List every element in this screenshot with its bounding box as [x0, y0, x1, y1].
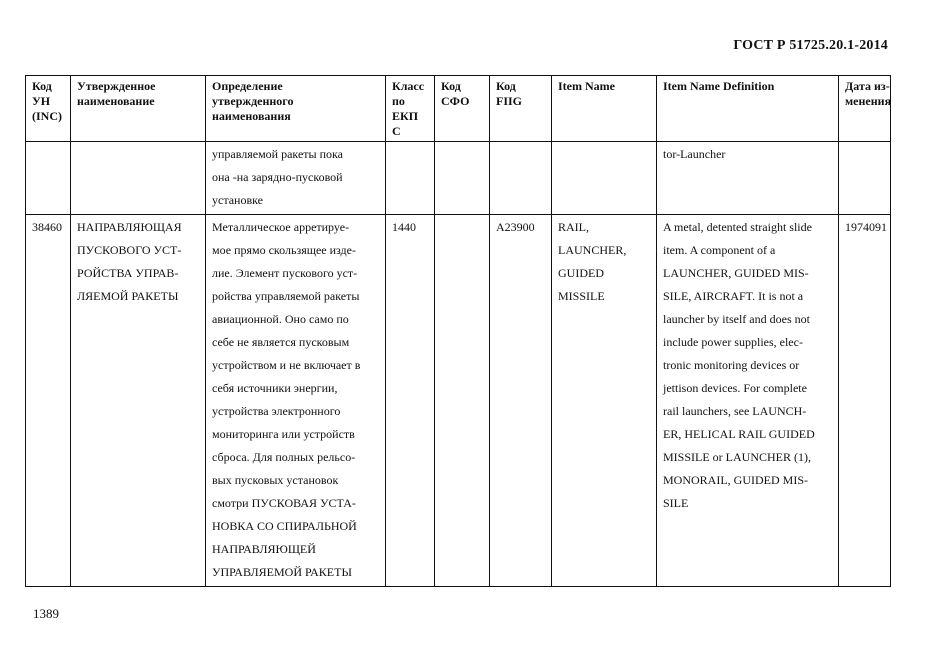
header-inc: Код УН (INC) [26, 76, 71, 142]
header-change-date: Дата из- менения [839, 76, 891, 142]
header-class: Класс по ЕКП С [386, 76, 435, 142]
cell-approved-name [71, 142, 206, 215]
cell-class: 1440 [386, 215, 435, 587]
header-item-name-definition: Item Name Definition [657, 76, 839, 142]
header-sfo: Код СФО [435, 76, 490, 142]
cell-item-name-definition: A metal, detented straight slide item. A component of a LAUNCHER, GUIDED MIS- SILE, AIRCRAFT. It is not a launcher by itself and does not include power supplies, elec- tronic monitoring devices or jettison devices. For complete rail launchers, see LAUNCH- ER, HELICAL RAIL GUIDED MISSILE or LAUNCHER (1), MONORAIL, GUIDED MIS- SILE [657, 215, 839, 587]
cell-fiig [490, 142, 552, 215]
document-code: ГОСТ Р 51725.20.1-2014 [733, 38, 888, 53]
header-fiig: Код FIIG [490, 76, 552, 142]
table-row [26, 142, 891, 215]
cell-definition: управляемой ракеты пока она -на зарядно-пусковой установке [206, 142, 386, 215]
header-item-name: Item Name [552, 76, 657, 142]
table-row [26, 215, 891, 587]
cell-inc [26, 142, 71, 215]
cell-item-name: RAIL, LAUNCHER, GUIDED MISSILE [552, 215, 657, 587]
table-header-row [26, 76, 891, 142]
cell-inc: 38460 [26, 215, 71, 587]
cell-sfo [435, 215, 490, 587]
header-definition: Определение утвержденного наименования [206, 76, 386, 142]
data-table [25, 75, 891, 587]
cell-fiig: A23900 [490, 215, 552, 587]
cell-change-date: 1974091 [839, 215, 891, 587]
cell-item-name-definition: tor-Launcher [657, 142, 839, 215]
cell-change-date [839, 142, 891, 215]
page-number: 1389 [33, 606, 59, 621]
cell-class [386, 142, 435, 215]
cell-definition: Металлическое арретируе- мое прямо скользящее изде- лие. Элемент пускового уст- ройства управляемой ракеты авиационной. Оно само по себе не является пусковым устройством и не включает в себя источники энергии, устройства электронного мониторинга или устройств сброса. Для полных рельсо- вых пусковых установок смотри ПУСКОВАЯ УСТА- НОВКА СО СПИРАЛЬНОЙ НАПРАВЛЯЮЩЕЙ УПРАВЛЯЕМОЙ РАКЕТЫ [206, 215, 386, 587]
cell-sfo [435, 142, 490, 215]
header-approved-name: Утвержденное наименование [71, 76, 206, 142]
cell-approved-name: НАПРАВЛЯЮЩАЯ ПУСКОВОГО УСТ- РОЙСТВА УПРАВ- ЛЯЕМОЙ РАКЕТЫ [71, 215, 206, 587]
cell-item-name [552, 142, 657, 215]
